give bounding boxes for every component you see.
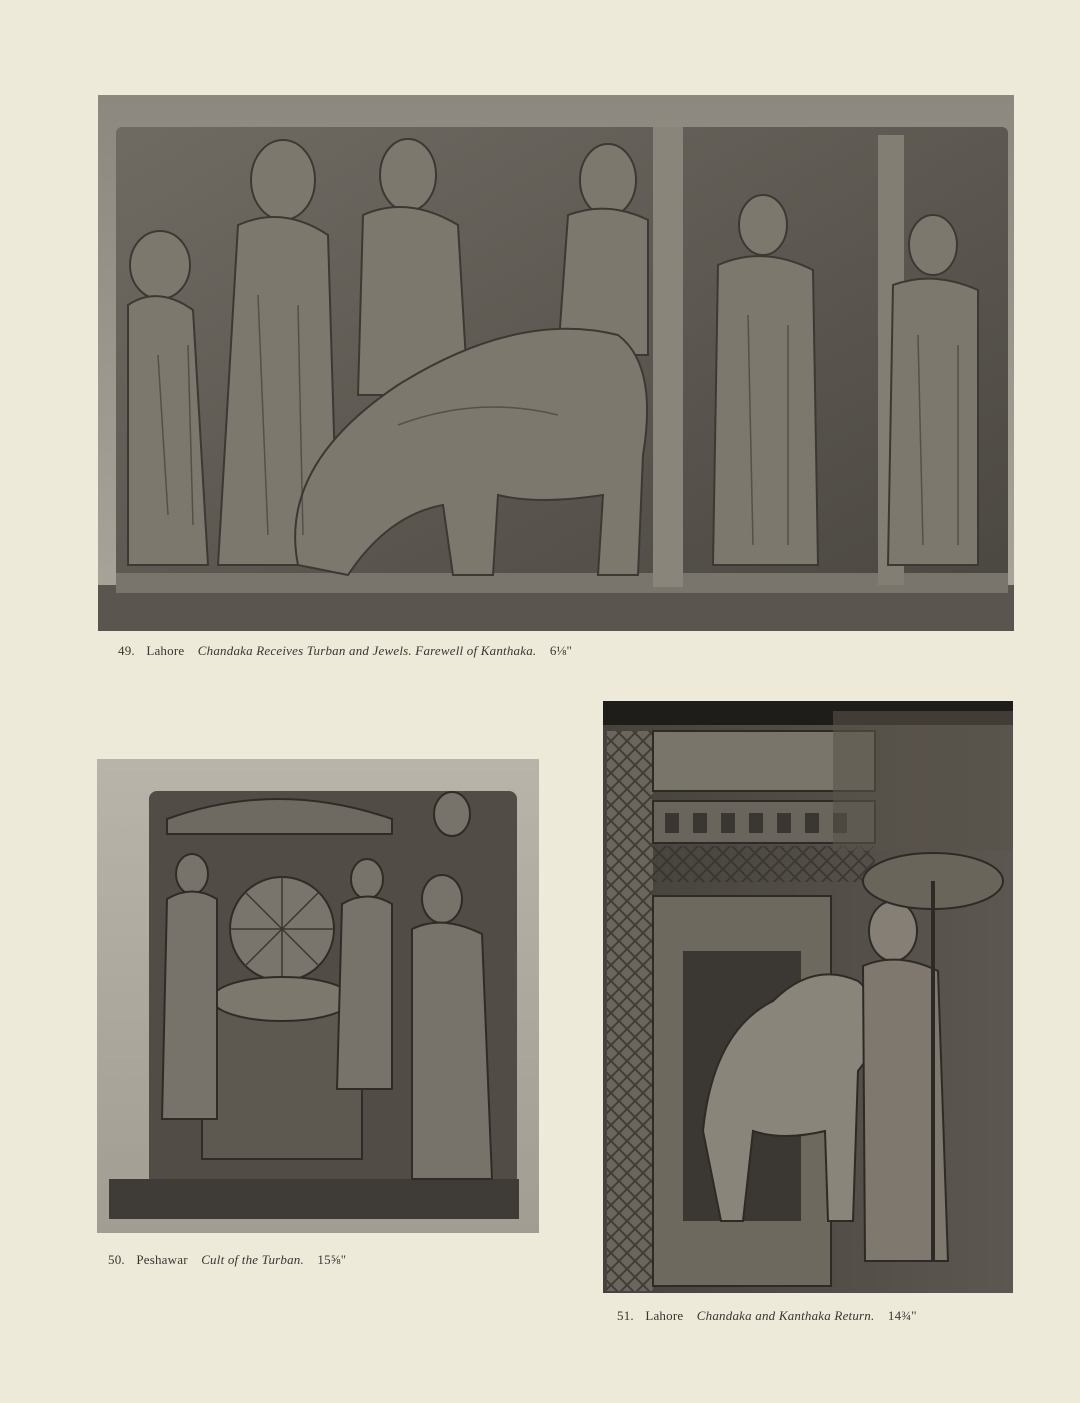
- relief-photo-51: [603, 701, 1013, 1293]
- plate-number: 50.: [108, 1252, 125, 1267]
- plate-size: 15⅝": [317, 1252, 347, 1267]
- plate-number: 51.: [617, 1308, 634, 1323]
- plate-title: Chandaka Receives Turban and Jewels. Farewell of Kanthaka.: [197, 643, 537, 658]
- plate-number: 49.: [118, 643, 135, 658]
- plate-51-caption: [617, 1308, 917, 1324]
- plate-size: 14¾": [887, 1308, 917, 1323]
- plate-size: 6⅛": [549, 643, 572, 658]
- plate-location: Lahore: [645, 1308, 684, 1323]
- relief-photo-49: [98, 95, 1014, 631]
- plate-51-photo: [603, 701, 1013, 1293]
- plate-49-caption: [118, 643, 572, 659]
- plate-50-caption: [108, 1252, 346, 1268]
- plate-title: Chandaka and Kanthaka Return.: [696, 1308, 875, 1323]
- plate-location: Lahore: [146, 643, 185, 658]
- relief-photo-50: [97, 759, 539, 1233]
- plate-title: Cult of the Turban.: [201, 1252, 304, 1267]
- plate-49-photo: [98, 95, 1014, 631]
- plate-location: Peshawar: [136, 1252, 188, 1267]
- plate-50-photo: [97, 759, 539, 1233]
